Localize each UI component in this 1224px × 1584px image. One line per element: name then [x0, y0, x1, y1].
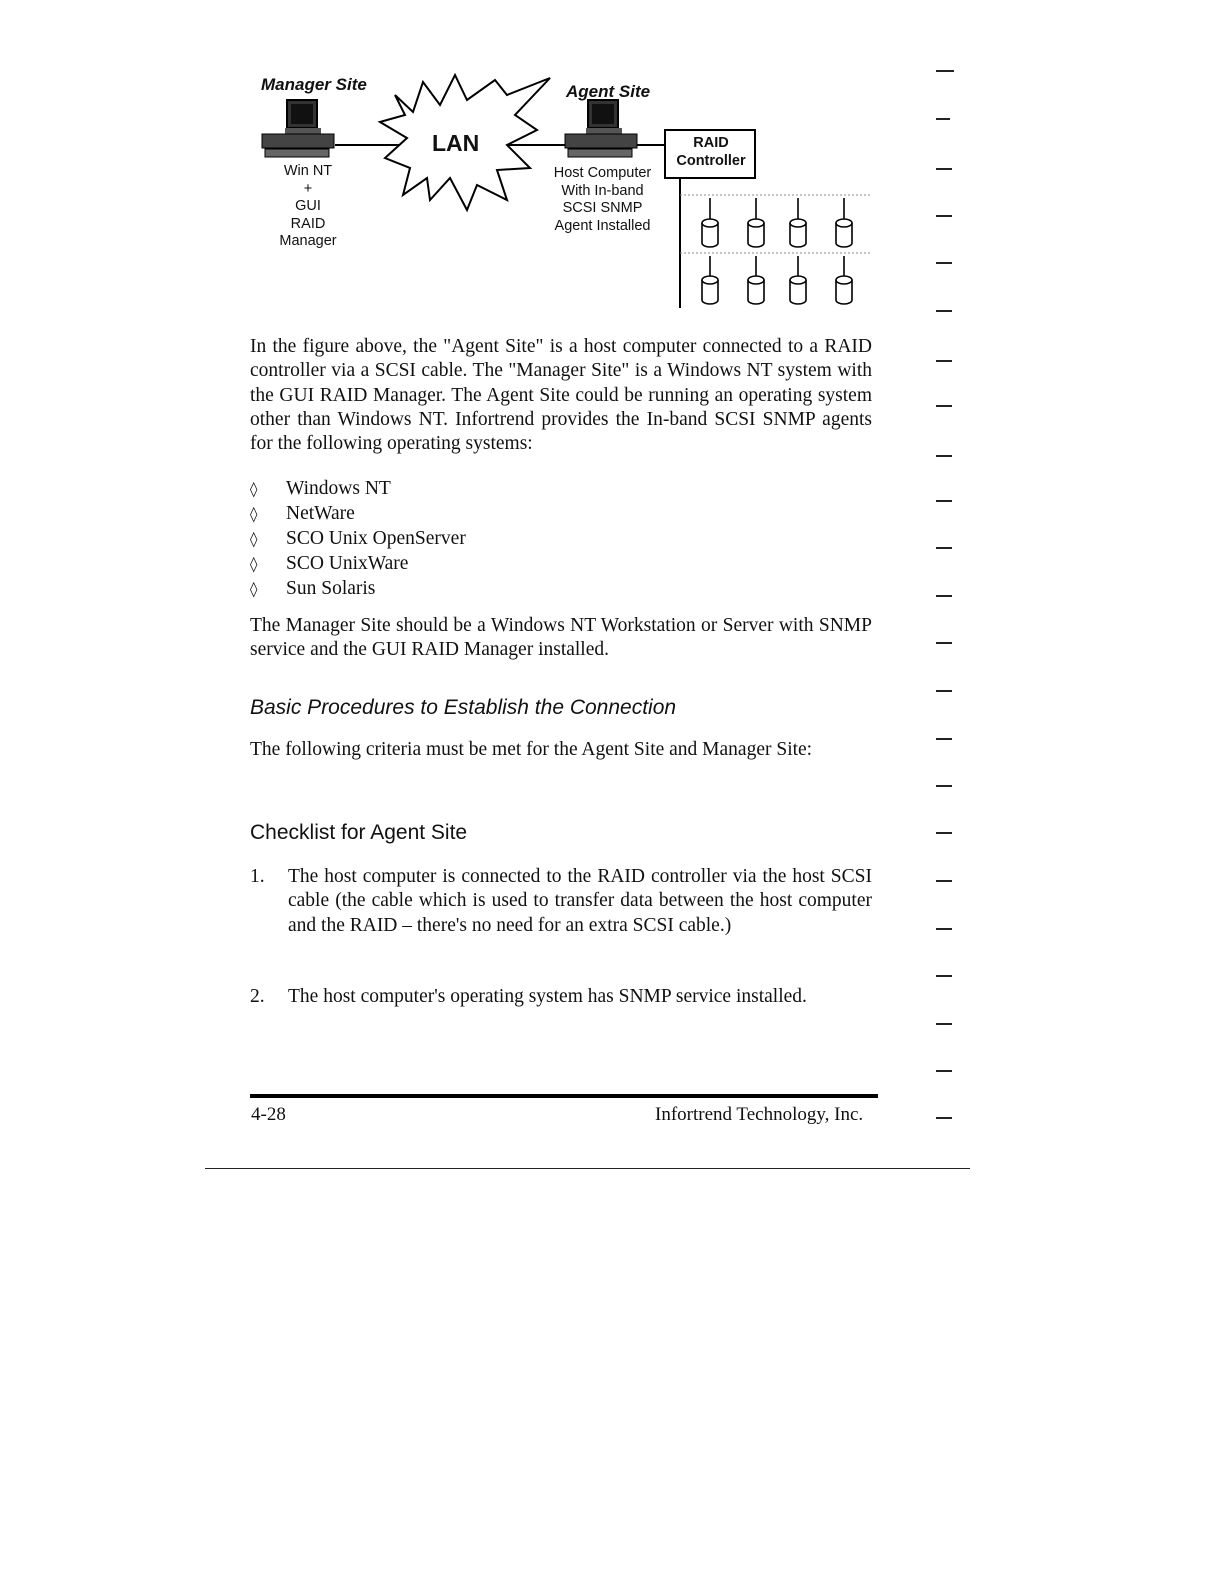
margin-tick — [936, 1070, 952, 1072]
margin-tick — [936, 880, 952, 882]
margin-tick — [936, 70, 954, 72]
margin-tick — [936, 642, 952, 644]
list-item-label: Sun Solaris — [286, 577, 376, 599]
diamond-bullet-icon: ◊ — [250, 480, 258, 498]
section-heading: Basic Procedures to Establish the Connection — [250, 696, 677, 719]
manager-caption-line: Manager — [279, 233, 337, 249]
agent-caption-line: Agent Installed — [554, 217, 651, 234]
manager-caption — [265, 163, 351, 251]
margin-tick — [936, 1117, 952, 1119]
margin-tick — [936, 405, 952, 407]
margin-tick — [936, 310, 952, 312]
footer-rule — [250, 1094, 878, 1098]
margin-tick — [936, 262, 952, 264]
margin-tick — [936, 975, 952, 977]
checklist-number: 2. — [250, 986, 265, 1007]
network-diagram — [245, 60, 925, 320]
list-item-label: Windows NT — [286, 478, 391, 499]
margin-tick-marks — [930, 60, 960, 1140]
margin-tick — [936, 832, 952, 834]
agent-caption-line: SCSI SNMP — [562, 200, 643, 216]
list-item — [250, 552, 466, 577]
diamond-bullet-icon: ◊ — [250, 504, 258, 523]
manager-paragraph: The Manager Site should be a Windows NT Workstation or Server with SNMP service and the GUI RAID Manager installed. — [250, 615, 872, 661]
list-item — [250, 577, 466, 602]
page-number: 4-28 — [251, 1104, 286, 1125]
checklist-number: 1. — [250, 866, 265, 887]
raid-controller-label — [667, 134, 755, 170]
margin-tick — [936, 500, 952, 502]
manager-caption-line: Win NT — [283, 163, 333, 179]
margin-tick — [936, 1023, 952, 1025]
margin-tick — [936, 738, 952, 740]
list-item — [250, 502, 466, 527]
agent-caption-line: Host Computer — [553, 165, 652, 181]
manager-site-label: Manager Site — [261, 75, 367, 94]
diamond-bullet-icon: ◊ — [250, 529, 258, 548]
drive-icon-row-2 — [702, 256, 852, 304]
manager-caption-line: RAID — [290, 215, 326, 232]
list-item — [250, 477, 466, 502]
margin-tick — [936, 118, 950, 120]
margin-tick — [936, 785, 952, 787]
agent-site-label: Agent Site — [566, 82, 651, 101]
margin-tick — [936, 455, 952, 457]
list-item-label: SCO Unix OpenServer — [286, 527, 466, 549]
margin-tick — [936, 215, 952, 217]
os-list — [250, 477, 466, 601]
raid-label-line: RAID — [693, 135, 729, 151]
margin-tick — [936, 360, 952, 362]
margin-tick — [936, 595, 952, 597]
page-edge-rule — [205, 1168, 970, 1169]
margin-tick — [936, 690, 952, 692]
checklist-text: The host computer's operating system has SNMP service installed. — [288, 986, 807, 1007]
margin-tick — [936, 547, 952, 549]
drive-icon-row-1 — [702, 198, 852, 247]
list-item — [250, 527, 466, 552]
criteria-paragraph: The following criteria must be met for the Agent Site and Manager Site: — [250, 739, 813, 760]
checklist-text: The host computer is connected to the RAID controller via the host SCSI cable (the cable which is used to transfer data between the host computer and the RAID – there's no need for an extra SCSI cable.) — [288, 866, 872, 936]
agent-caption — [545, 165, 660, 235]
margin-tick — [936, 928, 952, 930]
diamond-bullet-icon: ◊ — [250, 554, 258, 573]
diamond-bullet-icon: ◊ — [250, 579, 258, 598]
intro-paragraph: In the figure above, the "Agent Site" is a host computer connected to a RAID controller via a SCSI cable. The "Manager Site" is a Windows NT system with the GUI RAID Manager. The Agent Site could be running an operating system other than Windows NT. Infortrend provides the In-band SCSI SNMP agents for the following operating systems: — [250, 336, 872, 455]
agent-caption-line: With In-band — [561, 182, 644, 199]
manager-computer-icon — [262, 100, 334, 157]
list-item-label: SCO UnixWare — [286, 552, 409, 574]
lan-label: LAN — [432, 130, 480, 156]
agent-computer-icon — [565, 100, 637, 157]
raid-label-line: Controller — [676, 153, 746, 169]
manager-caption-line: GUI — [295, 198, 321, 214]
list-item-label: NetWare — [286, 502, 355, 524]
manager-caption-line: + — [303, 180, 313, 197]
footer-company: Infortrend Technology, Inc. — [655, 1104, 864, 1125]
margin-tick — [936, 168, 952, 170]
checklist-heading: Checklist for Agent Site — [250, 821, 468, 844]
